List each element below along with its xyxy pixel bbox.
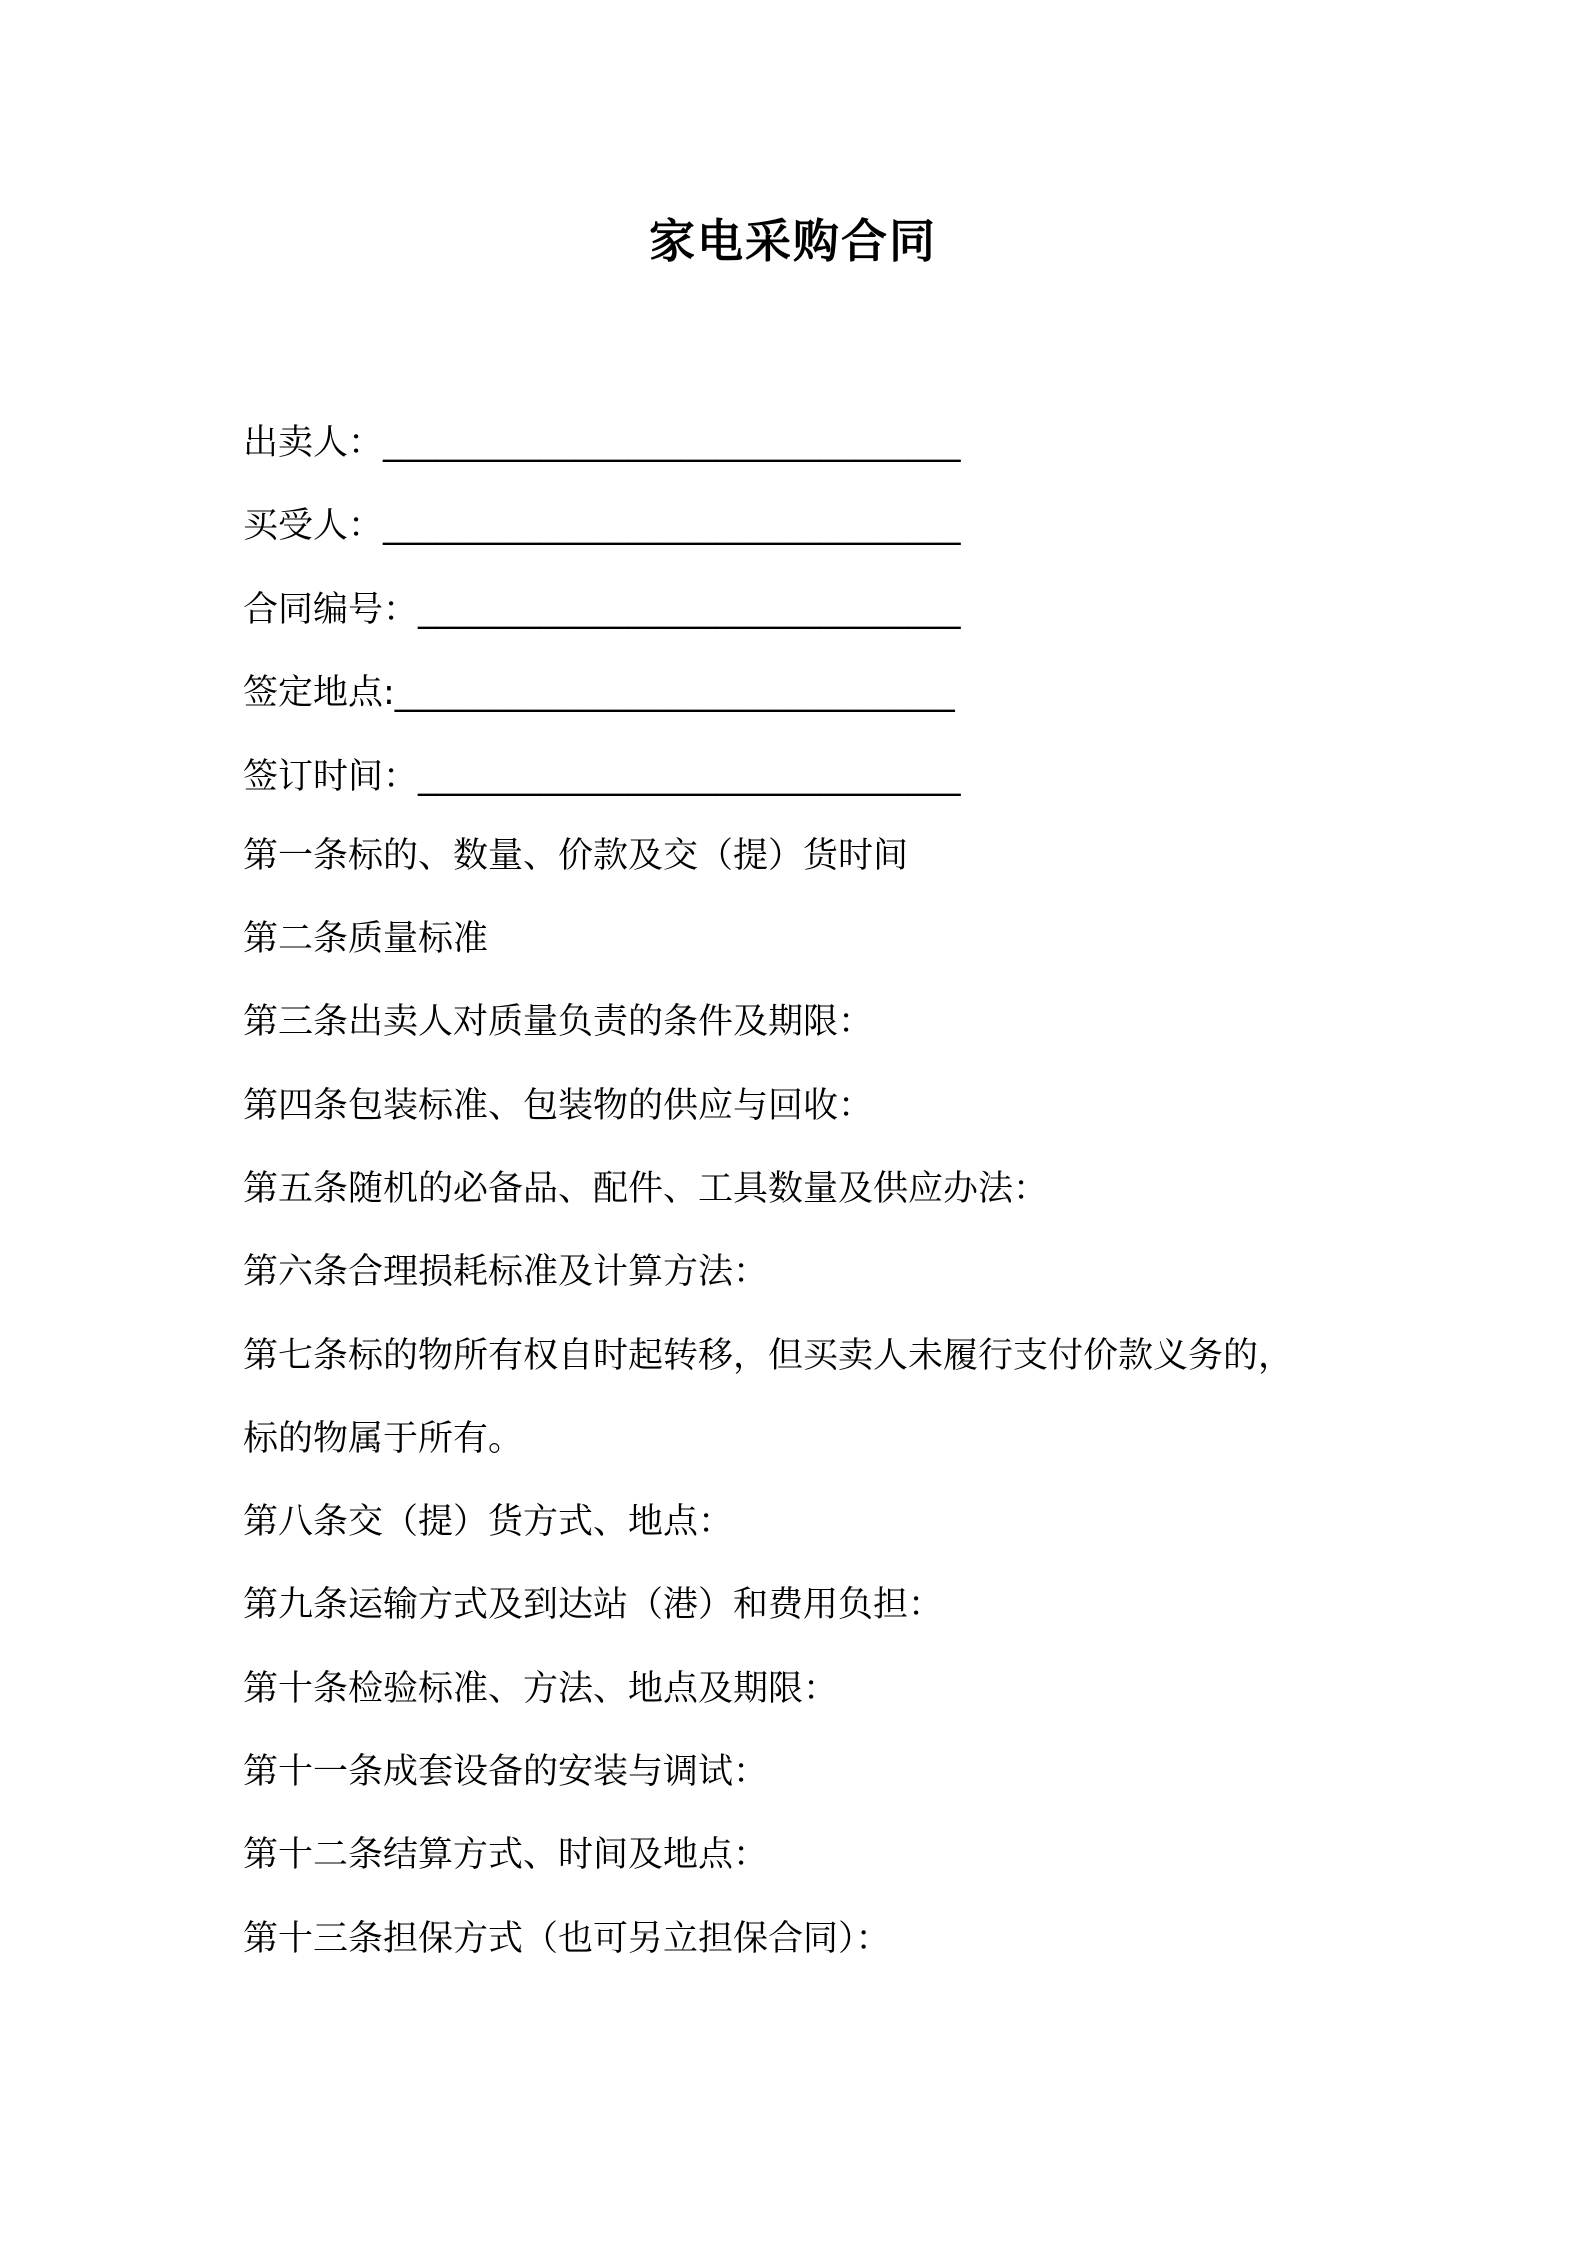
field-signing-time-blank: _______________________________ — [418, 757, 961, 797]
field-buyer-blank: _________________________________ — [383, 506, 961, 546]
article-5: 第五条随机的必备品、配件、工具数量及供应办法： — [243, 1169, 1049, 1209]
article-3: 第三条出卖人对质量负责的条件及期限： — [243, 1002, 874, 1042]
article-13: 第十三条担保方式（也可另立担保合同）： — [243, 1919, 891, 1959]
article-9: 第九条运输方式及到达站（港）和费用负担： — [243, 1585, 944, 1625]
document-title: 家电采购合同 — [649, 214, 937, 268]
article-10: 第十条检验标准、方法、地点及期限： — [243, 1669, 839, 1709]
field-seller — [243, 421, 961, 465]
article-4: 第四条包装标准、包装物的供应与回收： — [243, 1086, 874, 1126]
article-6: 第六条合理损耗标准及计算方法： — [243, 1252, 769, 1292]
field-signing-place — [243, 671, 955, 715]
article-12: 第十二条结算方式、时间及地点： — [243, 1835, 769, 1875]
field-contract-number — [243, 588, 961, 632]
field-buyer-label: 买受人： — [243, 506, 384, 546]
field-seller-blank: _________________________________ — [383, 423, 961, 463]
article-1: 第一条标的、数量、价款及交（提）货时间 — [243, 836, 909, 876]
field-seller-label: 出卖人： — [243, 423, 384, 463]
field-signing-time — [243, 755, 961, 799]
field-signing-place-blank: ________________________________ — [394, 673, 955, 713]
article-8: 第八条交（提）货方式、地点： — [243, 1502, 734, 1542]
article-7-continued: 标的物属于所有。 — [243, 1419, 524, 1459]
field-buyer — [243, 504, 961, 548]
field-signing-time-label: 签订时间： — [243, 757, 419, 797]
field-contract-number-label: 合同编号： — [243, 590, 419, 630]
article-11: 第十一条成套设备的安装与调试： — [243, 1752, 769, 1792]
field-contract-number-blank: _______________________________ — [418, 590, 961, 630]
field-signing-place-label: 签定地点: — [243, 673, 395, 713]
article-7: 第七条标的物所有权自时起转移，但买卖人未履行支付价款义务的， — [243, 1336, 1294, 1376]
article-2: 第二条质量标准 — [243, 919, 489, 959]
